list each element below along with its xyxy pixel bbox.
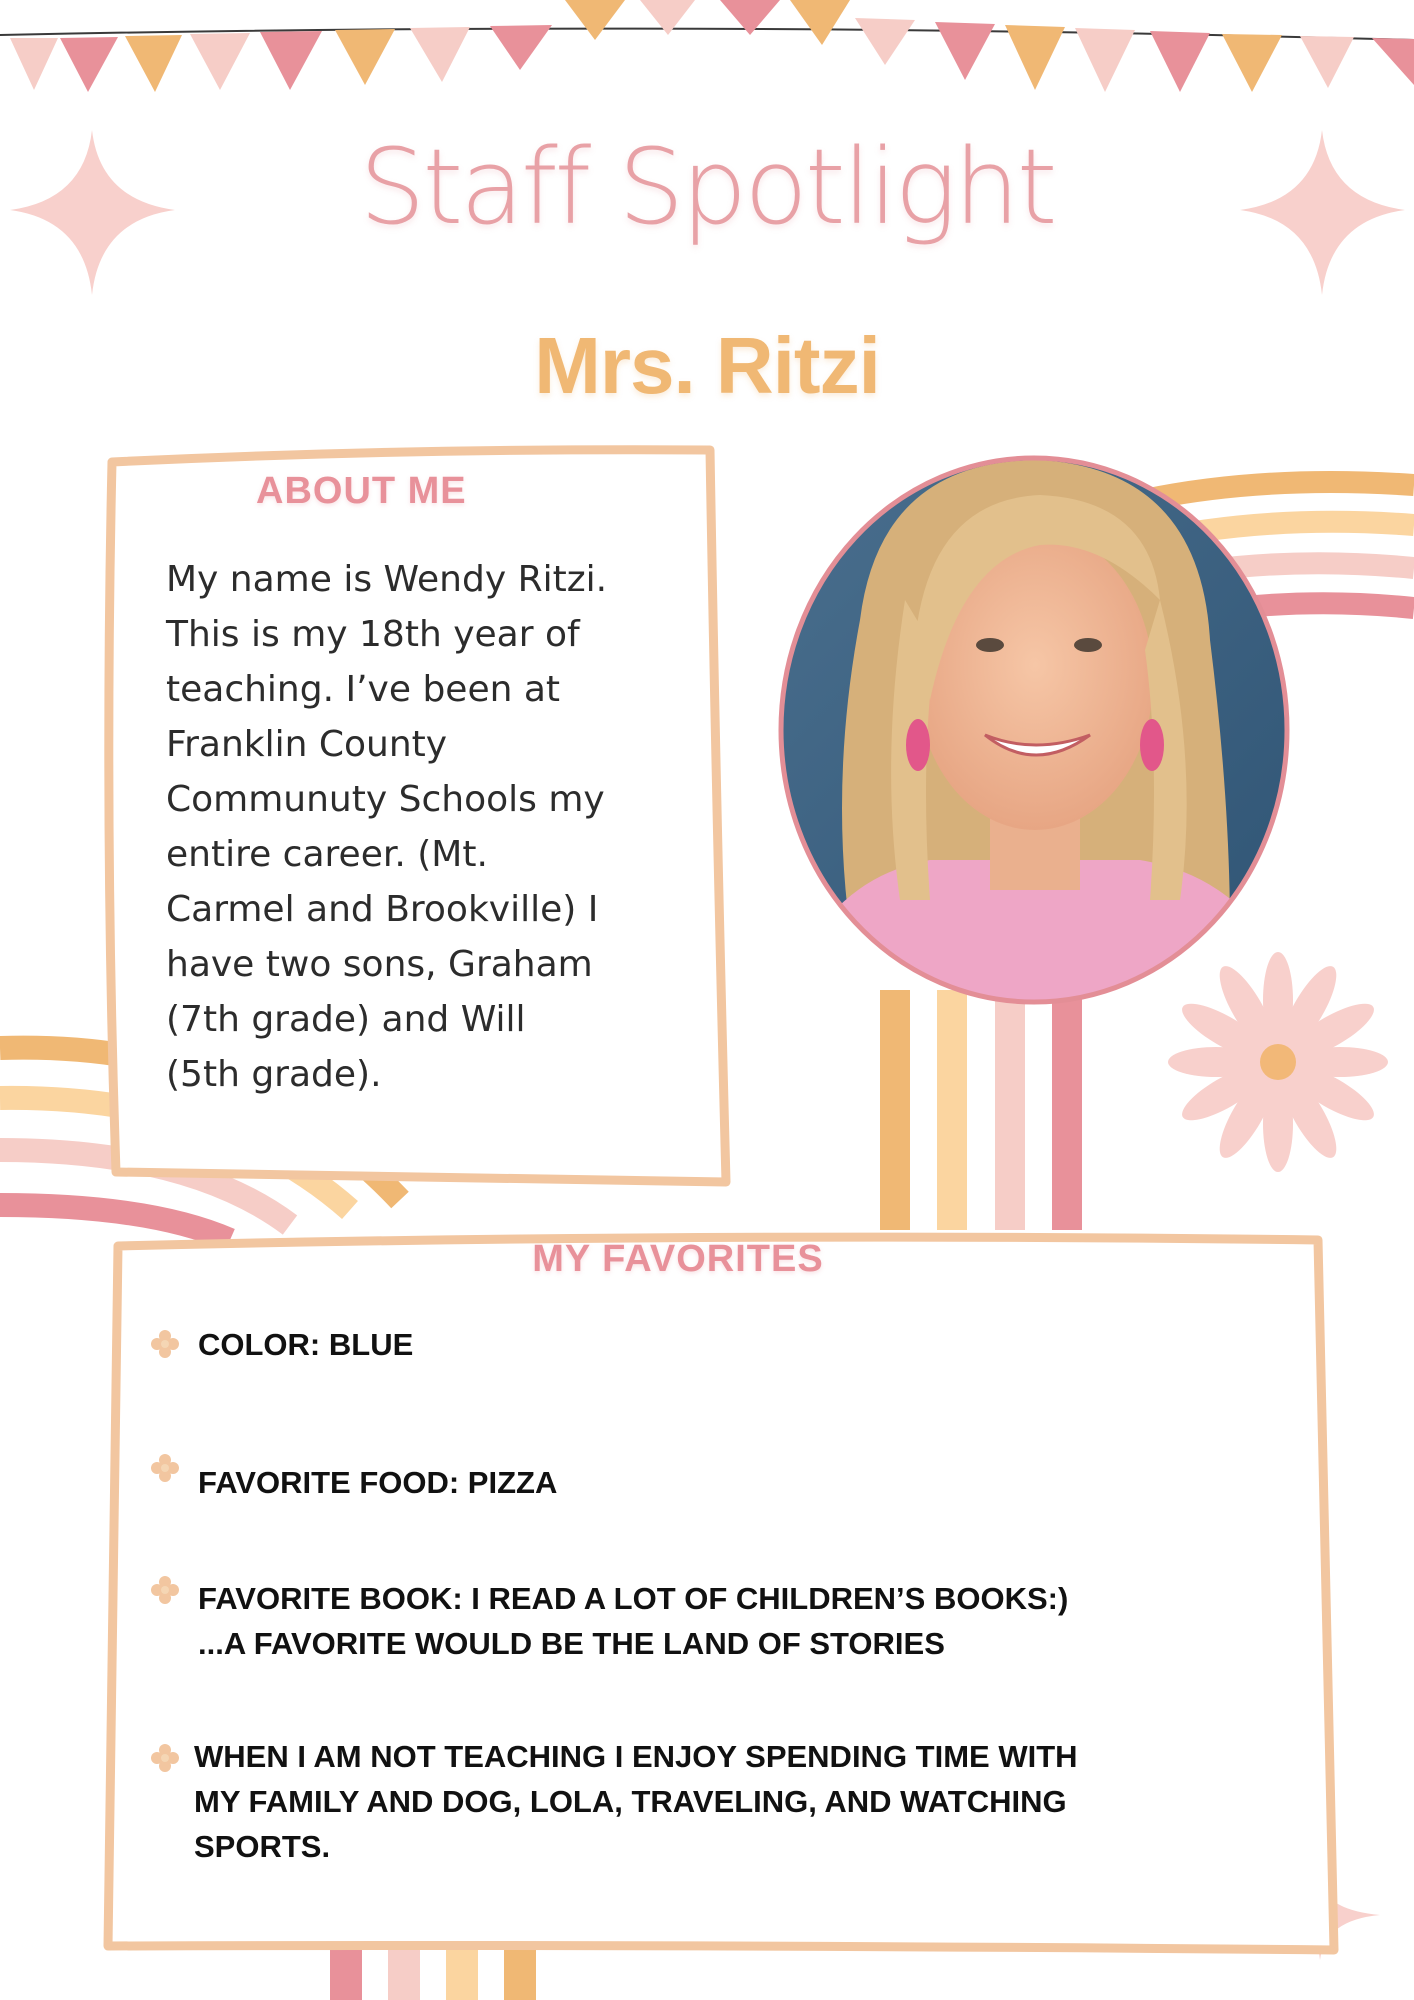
about-heading: ABOUT ME	[256, 470, 467, 512]
about-line: Carmel and Brookville) I	[166, 889, 599, 930]
daisy-flower-icon	[1168, 952, 1388, 1172]
bunting-banner	[0, 0, 1414, 92]
page-title: Staff Spotlight	[359, 126, 1055, 248]
about-line: (5th grade).	[166, 1054, 382, 1095]
about-line: Franklin County	[166, 724, 448, 765]
favorite-text	[198, 1576, 1198, 1666]
favorite-line: COLOR: BLUE	[198, 1327, 414, 1362]
favorite-line: MY FAMILY AND DOG, LOLA, TRAVELING, AND WATCHING	[194, 1784, 1067, 1819]
favorite-line: WHEN I AM NOT TEACHING I ENJOY SPENDING TIME WITH	[194, 1739, 1078, 1774]
about-line: Communuty Schools my	[166, 779, 605, 820]
about-line: teaching. I’ve been at	[166, 669, 561, 710]
favorite-line: SPORTS.	[194, 1829, 331, 1864]
about-line: entire career. (Mt.	[166, 834, 488, 875]
about-line: (7th grade) and Will	[166, 999, 526, 1040]
favorite-line: FAVORITE BOOK: I READ A LOT OF CHILDREN’S BOOKS:)	[198, 1581, 1069, 1616]
stripes-bottom	[330, 1950, 536, 2000]
about-line: This is my 18th year of	[166, 614, 580, 655]
stripes-center	[880, 990, 1082, 1230]
staff-name: Mrs. Ritzi	[534, 321, 880, 410]
favorites-heading: MY FAVORITES	[532, 1238, 824, 1280]
favorite-text	[198, 1460, 1198, 1505]
favorite-text	[198, 1322, 1198, 1367]
about-text	[166, 552, 666, 1102]
favorite-text	[194, 1734, 1194, 1869]
about-line: have two sons, Graham	[166, 944, 593, 985]
about-line: My name is Wendy Ritzi.	[166, 559, 608, 600]
favorite-line: FAVORITE FOOD: PIZZA	[198, 1465, 558, 1500]
favorite-line: ...A FAVORITE WOULD BE THE LAND OF STORIES	[198, 1626, 945, 1661]
